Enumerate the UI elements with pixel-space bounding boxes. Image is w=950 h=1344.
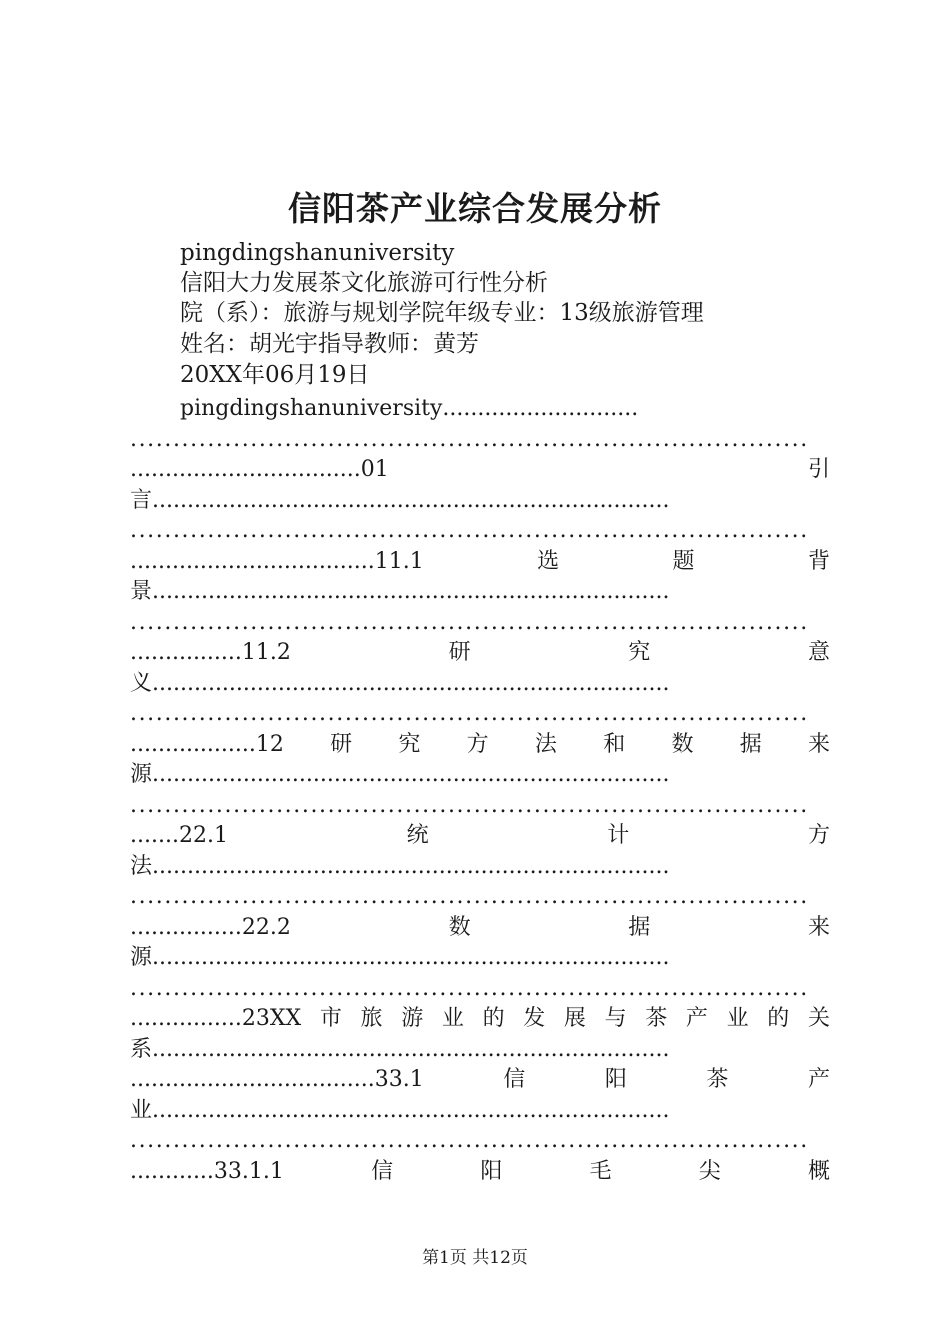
toc-text: 题 — [672, 548, 695, 574]
author-advisor: 姓名：胡光宇指导教师：黄芳 — [180, 331, 479, 357]
toc-line — [130, 760, 830, 791]
toc-text: 引 — [807, 457, 830, 482]
toc-text: .......22.1 — [130, 823, 228, 848]
toc-line — [130, 943, 830, 974]
toc-line — [130, 699, 830, 730]
toc-text: 产 — [685, 1006, 708, 1031]
toc-text: 产 — [807, 1067, 830, 1092]
toc-line — [130, 852, 830, 883]
toc-text: 研 — [448, 640, 471, 665]
toc-text: 展 — [563, 1006, 586, 1031]
toc-text: ............................................................................... — [130, 792, 809, 818]
toc-text: ...................................11.1 — [130, 548, 424, 574]
toc-text: 背 — [807, 548, 830, 574]
toc-text: 统 — [406, 823, 429, 848]
document-date: 20XX年06月19日 — [180, 362, 370, 388]
toc-line — [130, 425, 830, 456]
toc-text: 研 — [330, 731, 353, 757]
toc-text: 尖 — [698, 1158, 721, 1184]
toc-text: 源.......................................................................... — [130, 945, 670, 970]
toc-text: 的 — [482, 1006, 505, 1031]
toc-text: 来 — [807, 731, 830, 757]
toc-text: 意 — [807, 640, 830, 665]
toc-text: 阳 — [604, 1067, 627, 1092]
toc-line — [130, 730, 830, 761]
toc-text: 方 — [466, 731, 489, 757]
toc-text: 信 — [503, 1067, 526, 1092]
toc-line — [130, 577, 830, 608]
toc-line — [130, 1065, 830, 1096]
toc-line — [130, 455, 830, 486]
toc-text: ............................................................................... — [130, 609, 809, 635]
toc-text: ............................................................................... — [130, 1128, 809, 1153]
toc-line — [130, 1157, 830, 1188]
toc-text: 景.......................................................................... — [130, 579, 670, 604]
toc-text: 系.......................................................................... — [130, 1036, 670, 1062]
toc-text: 业 — [726, 1006, 749, 1031]
toc-line — [130, 1126, 830, 1157]
toc-text: ............................................................................... — [130, 884, 809, 909]
toc-text: 茶 — [645, 1006, 668, 1031]
toc-text: 阳 — [480, 1158, 503, 1184]
toc-text: 游 — [401, 1006, 424, 1031]
document-title: 信阳茶产业综合发展分析 — [288, 189, 662, 228]
toc-text: pingdingshanuniversity — [180, 396, 443, 421]
toc-text: 数 — [448, 914, 471, 940]
toc-text: 法 — [534, 731, 557, 757]
toc-line — [130, 486, 830, 517]
toc-line — [130, 638, 830, 669]
toc-text: ............................................................................... — [130, 701, 809, 726]
toc-text: 关 — [807, 1006, 830, 1031]
toc-text: 究 — [628, 640, 651, 665]
toc-line — [130, 791, 830, 822]
toc-line — [130, 394, 830, 425]
toc-text: 言.......................................................................... — [130, 487, 670, 513]
toc-text: ................11.2 — [130, 640, 291, 665]
toc-text: .................................01 — [130, 457, 389, 482]
toc-line — [130, 913, 830, 944]
toc-text: 业 — [441, 1006, 464, 1031]
toc-line — [130, 882, 830, 913]
toc-line — [130, 516, 830, 547]
toc-text: ................22.2 — [130, 914, 291, 940]
toc-text: 与 — [604, 1006, 627, 1031]
toc-text: ............33.1.1 — [130, 1158, 284, 1184]
toc-text: 据 — [628, 914, 651, 940]
toc-text: 义.......................................................................... — [130, 670, 670, 696]
toc-text: ............................ — [442, 396, 639, 421]
toc-text: ..................12 — [130, 731, 284, 757]
toc-text: 究 — [398, 731, 421, 757]
toc-text: 旅 — [360, 1006, 383, 1031]
toc-text: 源.......................................................................... — [130, 762, 670, 787]
toc-text: 法.......................................................................... — [130, 853, 670, 879]
toc-text: 的 — [767, 1006, 790, 1031]
toc-text: ................23XX — [130, 1006, 302, 1031]
toc-line — [130, 1096, 830, 1127]
toc-text: 和 — [603, 731, 626, 757]
toc-line — [130, 1004, 830, 1035]
toc-line — [130, 1035, 830, 1066]
toc-text: 方 — [807, 823, 830, 848]
toc-text: 计 — [607, 823, 630, 848]
toc-text: 茶 — [706, 1067, 729, 1092]
toc-text: ...................................33.1 — [130, 1067, 424, 1092]
toc-text: 选 — [537, 548, 560, 574]
department-major: 院（系）：旅游与规划学院年级专业：13级旅游管理 — [180, 300, 704, 326]
toc-text: 概 — [807, 1158, 830, 1184]
toc-line — [130, 669, 830, 700]
toc-text: 数 — [671, 731, 694, 757]
toc-text: 信 — [371, 1158, 394, 1184]
toc-text: ............................................................................... — [130, 518, 809, 543]
thesis-title: 信阳大力发展茶文化旅游可行性分析 — [180, 270, 548, 296]
toc-line — [130, 974, 830, 1005]
toc-text: ............................................................................... — [130, 975, 809, 1001]
toc-line — [130, 821, 830, 852]
toc-text: 来 — [807, 914, 830, 940]
university-name: pingdingshanuniversity — [180, 240, 455, 266]
page-number-footer: 第1页 共12页 — [422, 1248, 528, 1268]
toc-text: 据 — [739, 731, 762, 757]
toc-text: ............................................................................... — [130, 426, 809, 452]
toc-text: 发 — [523, 1006, 546, 1031]
toc-text: 业.......................................................................... — [130, 1097, 670, 1123]
table-of-contents — [130, 394, 830, 1187]
toc-line — [130, 608, 830, 639]
toc-text: 毛 — [589, 1158, 612, 1184]
toc-text: 市 — [319, 1006, 342, 1031]
toc-line — [130, 547, 830, 578]
